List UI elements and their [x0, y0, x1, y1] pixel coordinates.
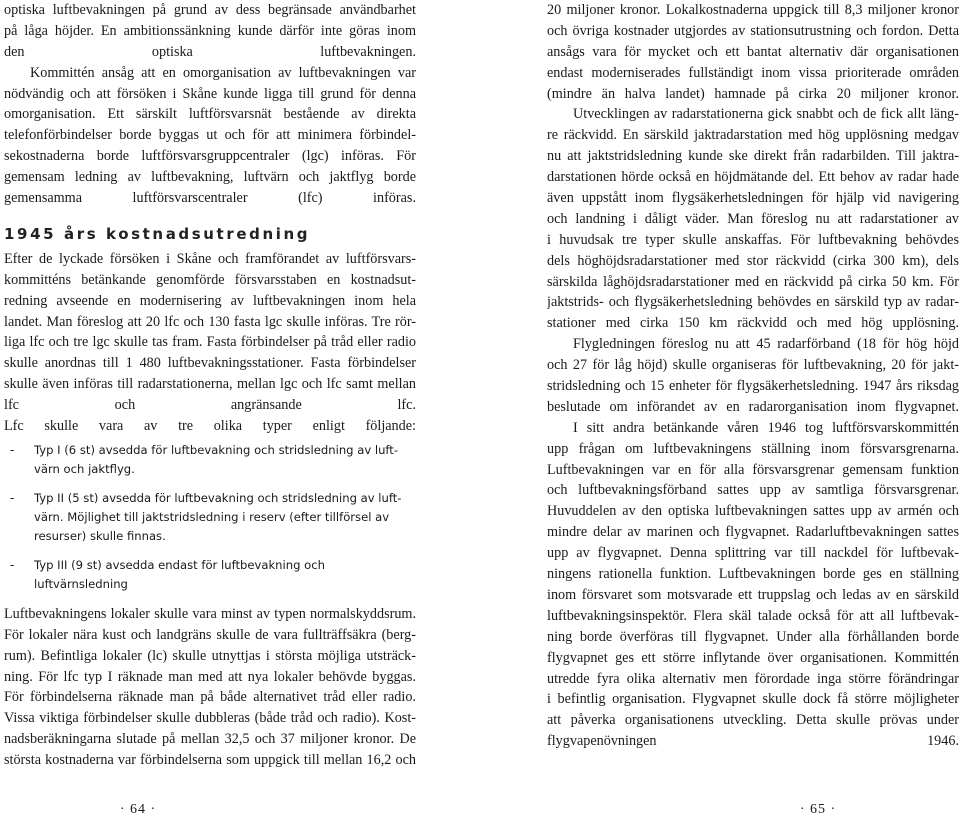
- text-line: lfc och angränsande lfc.: [4, 397, 416, 414]
- paragraph-betankande: [547, 418, 959, 752]
- text-line: på låga höjder. En ambitionssänkning kunde därför inte göras inom: [4, 22, 416, 39]
- paragraph-utvecklingen: [547, 104, 959, 334]
- text-line: 20 miljoner kronor. Lokalkostnaderna uppgick till 8,3 miljoner kronor: [547, 2, 959, 18]
- text-line: utredde fyra olika alternativ men förordade inga större förändringar: [547, 670, 959, 687]
- list-dash: -: [10, 557, 15, 572]
- section-heading: 1945 års kostnadsutredning: [4, 224, 311, 243]
- text-line: (mindre än halva landet) hamnade på cirka 20 miljoner kronor.: [547, 85, 959, 102]
- text-line: nadsberäkningarna slutade på mellan 32,5 och 37 miljoner kronor. De: [4, 731, 416, 748]
- text-line: re räckvidd. En särskild jaktradarstation med hög upplösning medgav: [547, 127, 959, 144]
- text-line: sekostnaderna borde luftförsvarsgruppcentraler (lgc) införas. För: [4, 148, 416, 165]
- list-item-line: luftvärnsledning: [34, 576, 128, 591]
- text-line: i befintlig organisation. Flygvapnet skulle dock få större möjligheter: [547, 691, 959, 708]
- text-line: i huvudsak tre typer skulle anskaffas. För luftbevakning behövdes: [547, 231, 959, 248]
- list-item: [4, 489, 416, 546]
- page-number-right: · 65 ·: [799, 802, 837, 817]
- paragraph-top: [4, 0, 416, 63]
- text-line: omorganisation. Ett särskilt luftförsvarsnät bestående av direkta: [4, 106, 416, 123]
- paragraph-flygledningen: [547, 334, 959, 418]
- text-line: ning. För lfc typ I räknade man med att nya lokaler behövde byggas.: [4, 668, 416, 685]
- list-item-line: Typ II (5 st) avsedda för luftbevakning och stridsledning av luft-: [34, 490, 402, 505]
- text-line: Lfc skulle vara av tre olika typer enligt följande:: [4, 418, 416, 435]
- list-item: [4, 441, 416, 479]
- text-line: särskilda låghöjdsradarstationer med en räckvidd på cirka 50 km. För: [547, 273, 959, 290]
- list-item-line: Typ I (6 st) avsedda för luftbevakning och stridsledning av luft-: [34, 442, 399, 457]
- text-line: Flygledningen föreslog nu att 45 radarförband (18 för hög höjd: [573, 336, 959, 353]
- text-line: ningens rationella funktion. Luftbevakningen borde ges en ställning: [547, 566, 959, 583]
- text-line: ansågs vara för mycket och ett bantat alternativ där organisationen: [547, 43, 959, 60]
- text-line: gemensamma luftförsvarscentraler (lfc) införas.: [4, 190, 416, 207]
- paragraph-kommitten: [4, 63, 416, 209]
- text-line: och luftbevakningsförband sattes upp av samtliga försvarsgrenar.: [547, 482, 959, 499]
- text-line: I sitt andra betänkande våren 1946 tog luftförsvarskommittén: [573, 419, 959, 436]
- list-item: [4, 556, 416, 594]
- text-line: endast moderniserades fullständigt inom vissa prioriterade områden: [547, 64, 959, 81]
- text-line: upp av flygvapnet. Denna splittring var till nackdel för luftbevak-: [547, 545, 959, 562]
- lfc-type-list: [4, 441, 416, 594]
- page-number-left: · 64 ·: [119, 802, 157, 817]
- list-item-line: värn. Möjlighet till jaktstridsledning i reserv (efter tillförsel av: [34, 509, 390, 524]
- text-line: skulle även införas till radarstationerna, mellan lgc och lfc samt mellan: [4, 376, 416, 393]
- text-line: den optiska luftbevakningen.: [4, 43, 416, 60]
- text-line: nödvändig och att försöken i Skåne kunde ligga till grund för denna: [4, 85, 416, 102]
- text-line: jaktstrids- och flygsäkerhetsledning behövdes en särskild typ av radar-: [547, 294, 959, 311]
- text-line: även uppstått inom flygsäkerhetsledningen för hjälp vid navigering: [547, 190, 959, 207]
- text-line: gemensam ledning av luftbevakning, luftvärn och jaktflyg borde: [4, 169, 416, 186]
- text-line: inom försvaret som motsvarade ett truppslag och ledas av en särskild: [547, 586, 959, 603]
- text-line: upp frågan om luftbevakningens ställning inom försvarsgrenarna.: [547, 440, 959, 457]
- text-line: beslutade om införandet av en radarorganisation inom flygvapnet.: [547, 398, 959, 415]
- text-line: landet. Man föreslog att 20 lfc och 130 fasta lgc skulle införas. Tre rör-: [4, 313, 416, 330]
- paragraph-continued: [547, 0, 959, 104]
- text-line: luftbevakningsinspektör. Flera skäl talade också för att all luftbevak-: [547, 607, 959, 624]
- text-line: stationer med cirka 150 km räckvidd och med hög upplösning.: [547, 315, 959, 332]
- list-item-line: värn och jaktflyg.: [34, 461, 135, 476]
- text-line: telefonförbindelser borde byggas ut och för att minimera förbindel-: [4, 127, 416, 144]
- text-line: optiska luftbevakningen på grund av dess begränsade användbarhet: [4, 2, 416, 18]
- list-dash: -: [10, 490, 15, 505]
- text-line: Luftbevakningens lokaler skulle vara minst av typen normalskyddsrum.: [4, 605, 416, 622]
- list-dash: -: [10, 442, 15, 457]
- text-line: För förbindelserna räknade man på både alternativet tråd eller radio.: [4, 689, 416, 706]
- text-line: ning borde överföras till flygvapnet. Under alla förhållanden borde: [547, 628, 959, 645]
- text-line: nu att jaktstridsledning kunde ske direkt från radarbilden. Till jaktra-: [547, 148, 959, 165]
- paragraph-efter: [4, 249, 416, 416]
- text-line: redning avseende en modernisering av luftbevakningen inom hela: [4, 292, 416, 309]
- text-line: rum). Befintliga lokaler (lc) skulle utnyttjas i största möjliga utsträck-: [4, 647, 416, 664]
- text-line: kommitténs betänkande genomförde försvarsstaben en kostnadsut-: [4, 271, 416, 288]
- text-line: Huvuddelen av den optiska luftbevakningen sattes upp av armén och: [547, 503, 959, 520]
- list-item-line: Typ III (9 st) avsedda endast för luftbevakning och: [34, 557, 325, 572]
- text-line: och övriga kostnader utgjordes av stationsutrustning och fordon. Detta: [547, 22, 959, 39]
- text-line: dels höghöjdsradarstationer med stor räckvidd (cirka 300 km), dels: [547, 252, 959, 269]
- text-line: liga lfc och tre lgc skulle tas fram. Fasta förbindelser på tråd eller radio: [4, 334, 416, 351]
- text-line: Kommittén ansåg att en omorganisation av luftbevakningen var: [30, 64, 416, 81]
- text-line: flygvapenövningen 1946.: [547, 733, 959, 750]
- text-line: stridsledning och 15 enheter för flygsäkerhetsledning. 1947 års riksdag: [547, 378, 959, 395]
- text-line: Utvecklingen av radarstationerna gick snabbt och de fick allt läng-: [573, 106, 959, 123]
- text-line: flygvapnet ges ett större inflytande över organisationen. Kommittén: [547, 649, 959, 666]
- text-line: och landning i dåligt väder. Man föreslog nu att radarstationer av: [547, 210, 959, 227]
- right-page: [547, 0, 959, 840]
- list-item-line: resurser) skulle finnas.: [34, 528, 166, 543]
- paragraph-lfc-types: [4, 416, 416, 437]
- left-page: [4, 0, 416, 840]
- text-line: att påverka organisationens utveckling. Detta skulle prövas under: [547, 712, 959, 729]
- text-line: Vissa viktiga förbindelser skulle dubbleras (både tråd och radio). Kost-: [4, 710, 416, 727]
- text-line: Efter de lyckade försöken i Skåne och framförandet av luftförsvars-: [4, 250, 416, 267]
- text-line: För lokaler nära kust och landgräns skulle de vara fullträffsäkra (berg-: [4, 626, 416, 643]
- text-line: mindre delar av marinen och flygvapnet. Radarluftbevakningen sattes: [547, 524, 959, 541]
- text-line: skulle anordnas till 1 480 luftbevakningsstationer. Fasta förbindelser: [4, 355, 416, 372]
- paragraph-lokaler: [4, 604, 416, 771]
- text-line: darstationen hörde också en höjdmätande del. Ett behov av radar hade: [547, 169, 959, 186]
- text-line: Luftbevakningen var en för alla försvarsgrenar gemensam funktion: [547, 461, 959, 478]
- text-line: största kostnaderna var förbindelserna som uppgick till mellan 16,2 och: [4, 752, 416, 769]
- text-line: och 27 för låg höjd) skulle organiseras för luftbevakning, 20 för jakt-: [547, 357, 959, 374]
